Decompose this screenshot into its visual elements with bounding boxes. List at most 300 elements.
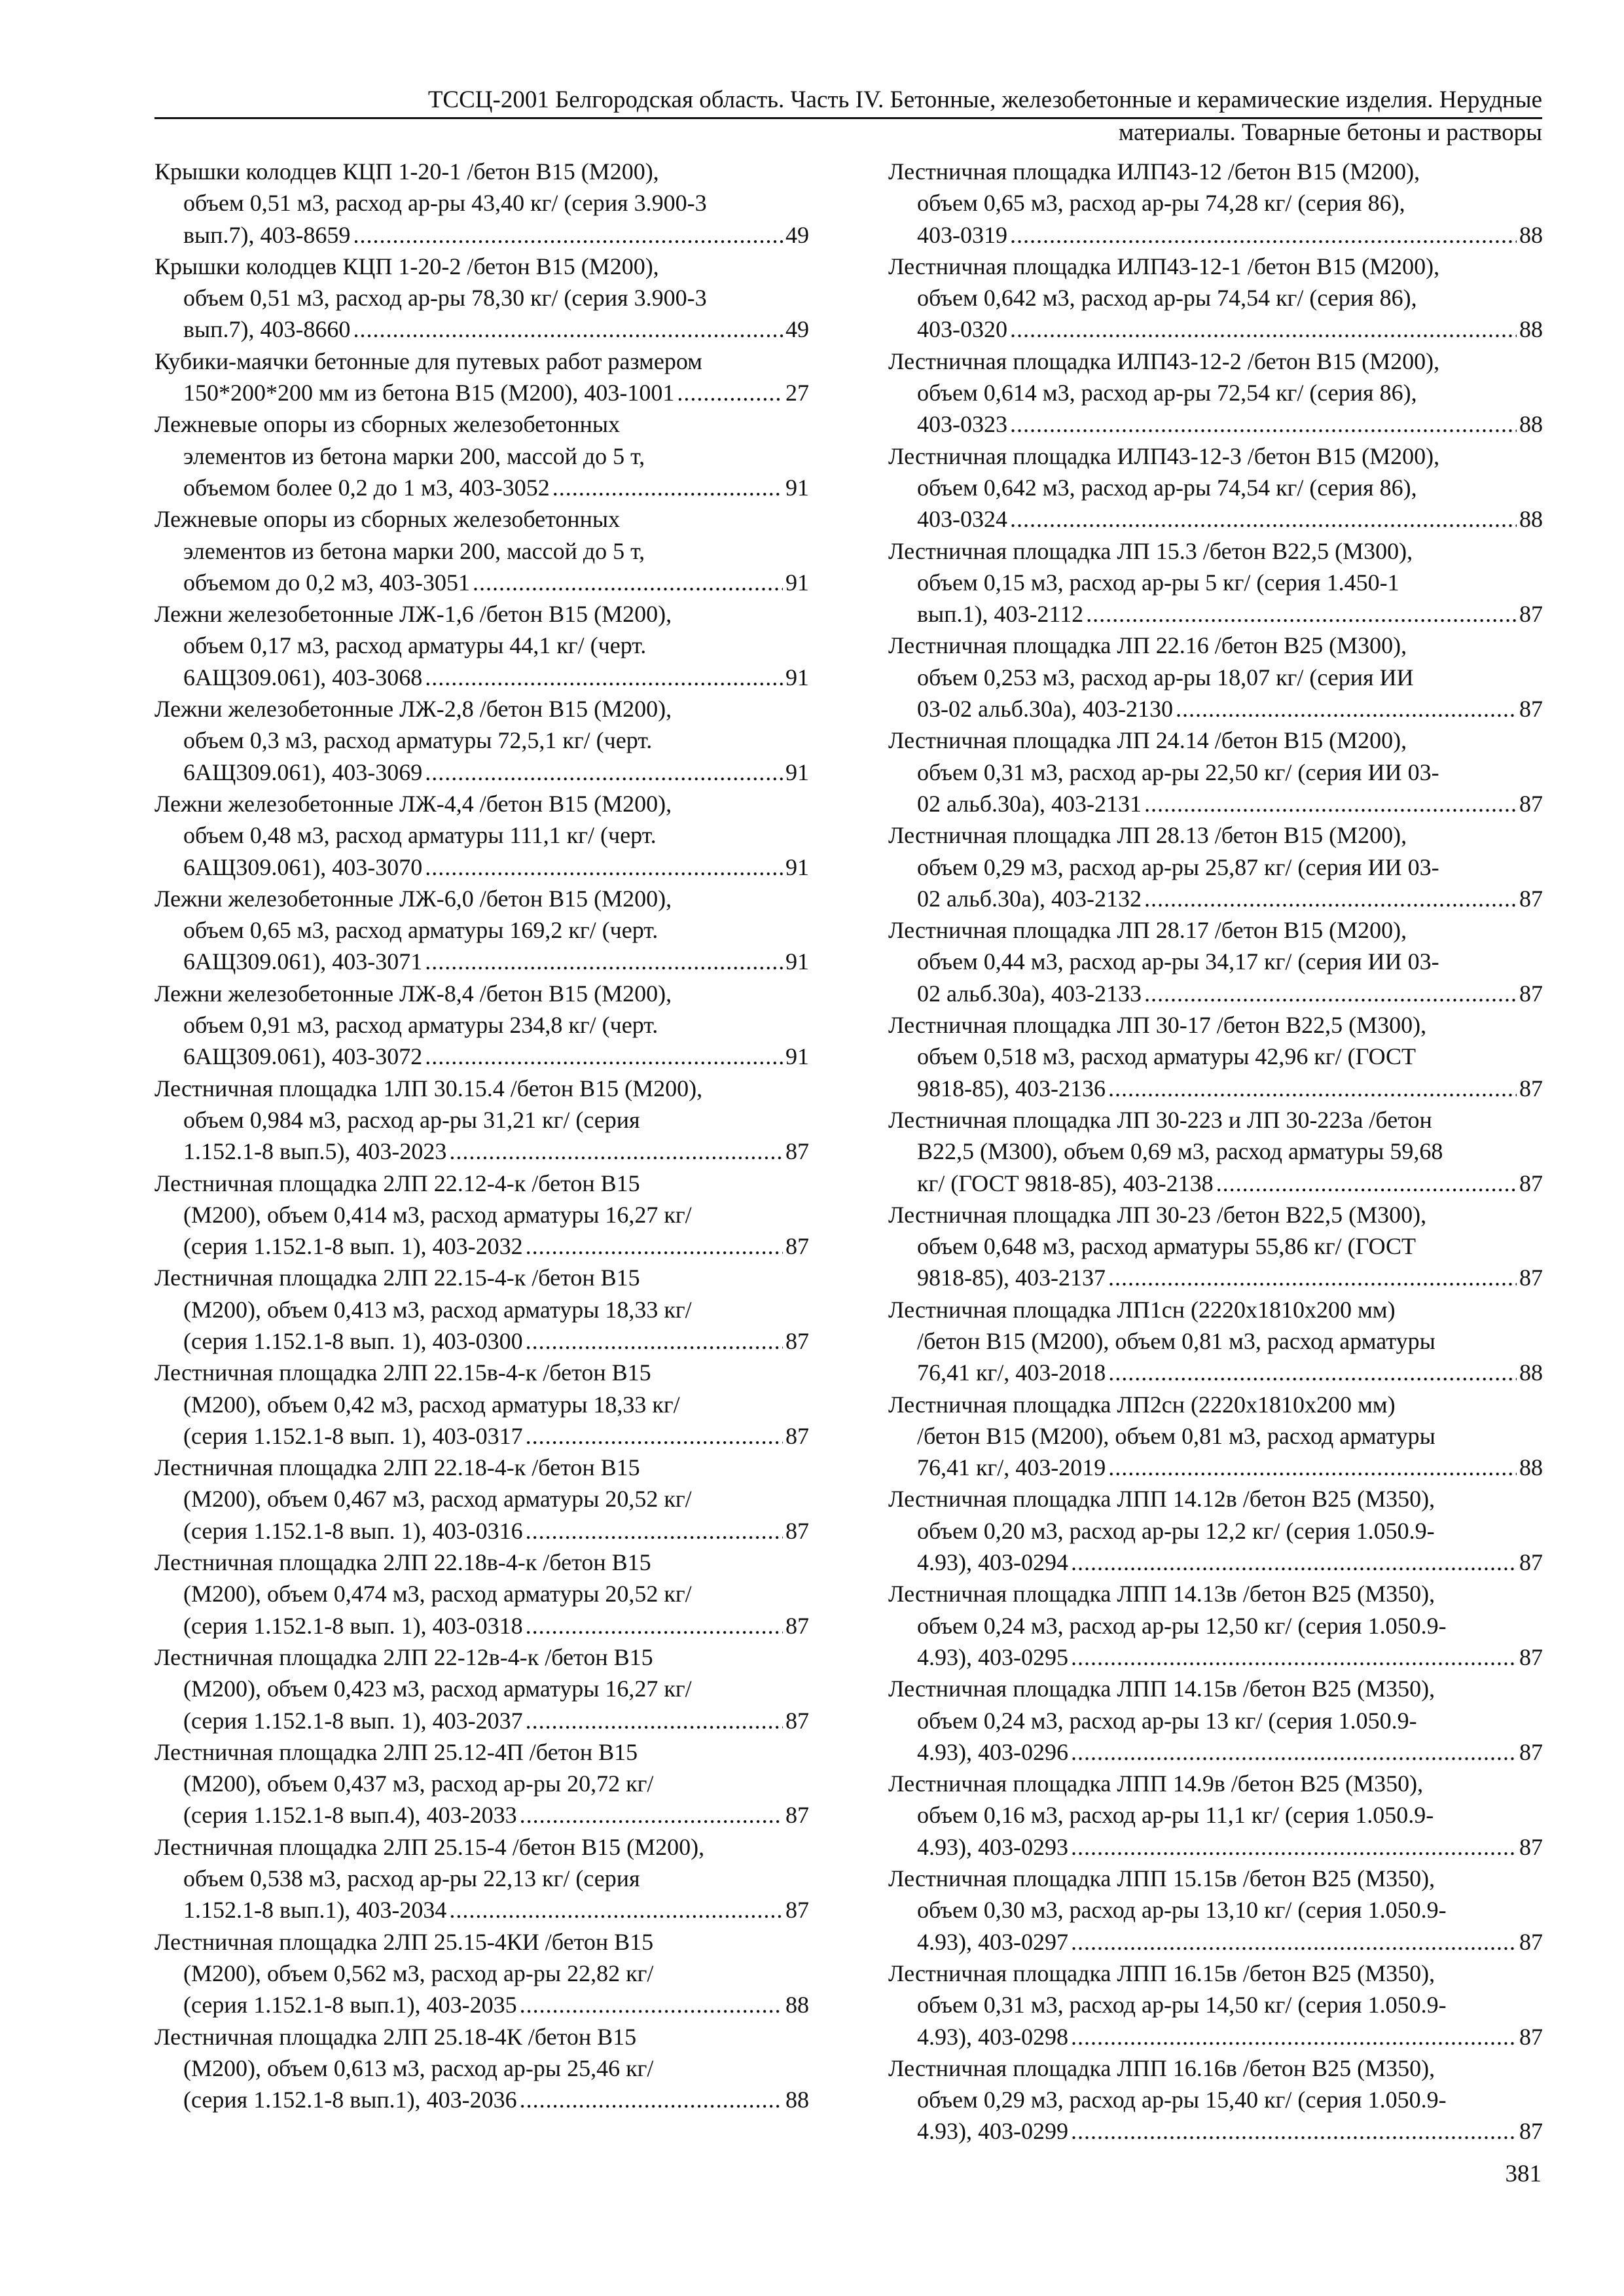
index-entry-text: Лежни железобетонные ЛЖ-6,0 /бетон В15 (М200),: [154, 885, 672, 912]
index-entry-text: Лестничная площадка 2ЛП 22.15-4-к /бетон В15: [154, 1265, 640, 1291]
index-entry-page: 87: [1519, 1075, 1543, 1102]
index-entry-final-line: [888, 883, 1543, 914]
index-entry-text: объем 0,20 м3, расход ар-ры 12,2 кг/ (серия 1.050.9-: [917, 1517, 1435, 1544]
index-entry: [888, 346, 1543, 440]
header-rule: [154, 117, 1542, 119]
index-entry-text: Лестничная площадка ЛПП 14.13в /бетон В25 (М350),: [888, 1581, 1435, 1607]
index-entry-page: 87: [785, 1138, 809, 1165]
index-entry-final-line: [888, 1736, 1543, 1768]
index-entry-text: объем 0,24 м3, расход ар-ры 12,50 кг/ (серия 1.050.9-: [917, 1612, 1447, 1639]
index-entry-text: Лестничная площадка ЛП1сн (2220х1810х200 мм): [888, 1296, 1396, 1323]
dot-leader: [1108, 1073, 1517, 1104]
index-entry-text: (М200), объем 0,423 м3, расход арматуры 16,27 кг/: [183, 1676, 692, 1702]
index-entry: [888, 1009, 1543, 1104]
index-entry-text: Лестничная площадка ЛПП 14.15в /бетон В25 (М350),: [888, 1676, 1435, 1702]
index-entry: [888, 914, 1543, 1009]
index-entry-text: объем 0,642 м3, расход ар-ры 74,54 кг/ (серия 86),: [917, 285, 1417, 312]
index-entry-text: 02 альб.30а), 403-2132: [917, 885, 1142, 912]
index-entry-text: кг/ (ГОСТ 9818-85), 403-2138: [917, 1170, 1214, 1196]
index-entry-text: объем 0,648 м3, расход арматуры 55,86 кг/ (ГОСТ: [917, 1233, 1416, 1260]
index-entry-final-line: [154, 1136, 809, 1167]
index-entry-text: 76,41 кг/, 403-2018: [917, 1359, 1106, 1386]
index-entry-text: Лестничная площадка ИЛП43-12-3 /бетон В15 (М200),: [888, 442, 1440, 469]
index-entry-text: Лестничная площадка 2ЛП 25.15-4 /бетон В15 (М200),: [154, 1833, 705, 1860]
index-entry: [888, 156, 1543, 251]
dot-leader: [1071, 1736, 1517, 1768]
index-entry-text: Лестничная площадка 2ЛП 22.18-4-к /бетон В15: [154, 1454, 640, 1481]
index-entry: [888, 1294, 1543, 1389]
index-entry-page: 88: [1519, 1454, 1543, 1481]
index-entry-text: 4.93), 403-0298: [917, 2023, 1068, 2050]
dot-leader: [1071, 2021, 1517, 2053]
index-entry-text: Крышки колодцев КЦП 1-20-2 /бетон В15 (М200),: [154, 253, 659, 279]
dot-leader: [425, 852, 783, 883]
index-entry-page: 91: [785, 759, 809, 785]
index-entry-text: (серия 1.152.1-8 вып.1), 403-2036: [183, 2087, 517, 2113]
index-entry: [888, 725, 1543, 819]
index-entry-text: 4.93), 403-0294: [917, 1549, 1068, 1576]
index-entry-text: 6АЩ309.061), 403-3070: [183, 853, 423, 880]
index-entry-text: объем 0,17 м3, расход арматуры 44,1 кг/ (черт.: [183, 632, 647, 659]
index-entry-text: Лестничная площадка 2ЛП 22.12-4-к /бетон В15: [154, 1170, 640, 1196]
index-entry: [154, 788, 809, 883]
index-entry-text: (серия 1.152.1-8 вып. 1), 403-0316: [183, 1517, 523, 1544]
index-column-left: [154, 156, 809, 2115]
index-entry-text: (М200), объем 0,467 м3, расход арматуры 20,52 кг/: [183, 1486, 692, 1513]
index-entry-text: 4.93), 403-0295: [917, 1643, 1068, 1670]
index-entry: [888, 1389, 1543, 1484]
index-entry-text: Лестничная площадка ИЛП43-12-1 /бетон В15 (М200),: [888, 253, 1440, 279]
index-entry-text: объем 0,15 м3, расход ар-ры 5 кг/ (серия 1.450-1: [917, 569, 1399, 596]
dot-leader: [425, 946, 783, 977]
index-entry-page: 87: [1519, 1833, 1543, 1860]
index-entry-page: 91: [785, 948, 809, 975]
index-entry: [154, 1641, 809, 1736]
index-entry-text: Лестничная площадка ЛП2сн (2220х1810х200 мм): [888, 1391, 1396, 1418]
index-entry-final-line: [888, 2115, 1543, 2147]
index-entry-page: 91: [785, 569, 809, 596]
index-entry-page: 87: [1519, 1643, 1543, 1670]
dot-leader: [520, 2084, 783, 2115]
index-entry-page: 87: [785, 1897, 809, 1924]
index-entry-page: 87: [1519, 1928, 1543, 1955]
index-entry-text: (серия 1.152.1-8 вып. 1), 403-2037: [183, 1707, 523, 1734]
index-entry-text: объем 0,24 м3, расход ар-ры 13 кг/ (серия 1.050.9-: [917, 1707, 1417, 1734]
index-entry-text: объемом более 0,2 до 1 м3, 403-3052: [183, 474, 550, 501]
index-entry-page: 87: [1519, 1265, 1543, 1291]
index-entry: [888, 1104, 1543, 1199]
index-entry-page: 87: [785, 1517, 809, 1544]
index-entry-final-line: [888, 693, 1543, 725]
index-entry-final-line: [888, 1073, 1543, 1104]
index-entry: [154, 346, 809, 409]
index-entry-page: 88: [1519, 1359, 1543, 1386]
index-entry-text: Лестничная площадка ЛП 24.14 /бетон В15 (М200),: [888, 727, 1407, 754]
index-entry-text: объем 0,30 м3, расход ар-ры 13,10 кг/ (серия 1.050.9-: [917, 1897, 1447, 1924]
index-entry-text: объем 0,91 м3, расход арматуры 234,8 кг/ (черт.: [183, 1012, 659, 1039]
dot-leader: [473, 567, 783, 598]
index-entry-text: объем 0,44 м3, расход ар-ры 34,17 кг/ (серия ИИ 03-: [917, 948, 1439, 975]
index-entry-text: (серия 1.152.1-8 вып. 1), 403-2032: [183, 1233, 523, 1260]
index-entry-page: 87: [1519, 1738, 1543, 1765]
index-entry-text: элементов из бетона марки 200, массой до 5 т,: [183, 442, 645, 469]
index-entry-text: 6АЩ309.061), 403-3071: [183, 948, 423, 975]
index-entry-text: объем 0,642 м3, расход ар-ры 74,54 кг/ (серия 86),: [917, 474, 1417, 501]
index-column-right: [888, 156, 1543, 2147]
index-entry: [154, 408, 809, 503]
index-entry-text: объем 0,31 м3, расход ар-ры 14,50 кг/ (серия 1.050.9-: [917, 1992, 1447, 2018]
index-entry-text: 6АЩ309.061), 403-3069: [183, 759, 423, 785]
index-entry-final-line: [888, 598, 1543, 630]
header-subtitle-line: материалы. Товарные бетоны и растворы: [1118, 119, 1542, 146]
index-entry-text: 150*200*200 мм из бетона В15 (М200), 403-1001: [183, 380, 675, 406]
index-entry-page: 49: [785, 316, 809, 343]
index-entry-text: Лестничная площадка 2ЛП 25.18-4К /бетон В15: [154, 2023, 637, 2050]
index-entry-text: 6АЩ309.061), 403-3068: [183, 664, 423, 691]
index-entry-text: Лестничная площадка ЛП 22.16 /бетон В25 (М300),: [888, 632, 1407, 659]
index-entry-text: 403-0319: [917, 221, 1007, 248]
index-entry-final-line: [888, 219, 1543, 251]
index-entry-final-line: [154, 1420, 809, 1452]
index-entry-text: Лестничная площадка ЛПП 16.16в /бетон В25 (М350),: [888, 2054, 1435, 2081]
dot-leader: [1071, 2115, 1517, 2147]
index-entry-final-line: [888, 978, 1543, 1009]
index-entry-page: 87: [1519, 601, 1543, 628]
index-entry: [888, 251, 1543, 346]
index-entry-page: 87: [1519, 696, 1543, 723]
index-entry-text: Лестничная площадка ЛП 28.17 /бетон В15 (М200),: [888, 917, 1407, 944]
index-entry-text: Лестничная площадка ЛПП 16.15в /бетон В25 (М350),: [888, 1960, 1435, 1986]
index-entry-text: 4.93), 403-0297: [917, 1928, 1068, 1955]
index-entry-text: вып.7), 403-8659: [183, 221, 351, 248]
dot-leader: [449, 1136, 783, 1167]
index-entry-text: Лежни железобетонные ЛЖ-8,4 /бетон В15 (М200),: [154, 980, 672, 1007]
index-entry-text: Лестничная площадка 2ЛП 25.15-4КИ /бетон В15: [154, 1928, 654, 1955]
dot-leader: [1144, 883, 1517, 914]
index-entry: [154, 156, 809, 251]
index-entry-text: Лестничная площадка ЛП 15.3 /бетон В22,5 (М300),: [888, 537, 1413, 564]
index-entry-text: Лестничная площадка 2ЛП 22.15в-4-к /бетон В15: [154, 1359, 651, 1386]
index-entry-text: 02 альб.30а), 403-2131: [917, 790, 1142, 817]
index-entry: [154, 598, 809, 693]
index-entry-final-line: [154, 1230, 809, 1262]
index-entry: [888, 630, 1543, 725]
index-entry: [888, 1483, 1543, 1578]
dot-leader: [1144, 978, 1517, 1009]
index-entry-page: 88: [1519, 221, 1543, 248]
index-entry: [888, 1863, 1543, 1958]
index-entry-final-line: [888, 1168, 1543, 1199]
dot-leader: [1108, 1357, 1517, 1388]
index-entry-text: 1.152.1-8 вып.1), 403-2034: [183, 1897, 447, 1924]
index-entry-text: Лежни железобетонные ЛЖ-1,6 /бетон В15 (М200),: [154, 601, 672, 628]
running-header: [154, 84, 1542, 149]
index-entry-final-line: [888, 1357, 1543, 1388]
dot-leader: [425, 662, 783, 693]
index-entry-text: (М200), объем 0,613 м3, расход ар-ры 25,46 кг/: [183, 2054, 654, 2081]
index-entry-final-line: [888, 1926, 1543, 1958]
index-entry: [154, 2021, 809, 2116]
index-entry: [154, 693, 809, 788]
index-entry-page: 87: [1519, 1170, 1543, 1196]
index-entry-text: (М200), объем 0,414 м3, расход арматуры 16,27 кг/: [183, 1201, 692, 1228]
index-entry-page: 87: [1519, 980, 1543, 1007]
dot-leader: [526, 1705, 783, 1736]
dot-leader: [425, 757, 783, 788]
index-entry-text: объем 0,29 м3, расход ар-ры 25,87 кг/ (серия ИИ 03-: [917, 853, 1439, 880]
index-entry-final-line: [154, 1705, 809, 1736]
index-entry-page: 88: [1519, 506, 1543, 533]
index-entry: [154, 251, 809, 346]
index-entry-text: Лестничная площадка ЛП 28.13 /бетон В15 (М200),: [888, 822, 1407, 849]
index-entry-text: объем 0,3 м3, расход арматуры 72,5,1 кг/ (черт.: [183, 727, 653, 754]
dot-leader: [526, 1420, 783, 1452]
index-entry: [888, 535, 1543, 630]
index-entry-text: Лестничная площадка 2ЛП 25.12-4П /бетон В15: [154, 1738, 638, 1765]
dot-leader: [526, 1325, 783, 1357]
index-entry: [154, 1926, 809, 2021]
index-entry-text: (М200), объем 0,474 м3, расход арматуры 20,52 кг/: [183, 1581, 692, 1607]
index-entry-text: объем 0,51 м3, расход ар-ры 43,40 кг/ (серия 3.900-3: [183, 190, 707, 217]
index-entry-page: 87: [785, 1707, 809, 1734]
dot-leader: [1071, 1831, 1517, 1863]
index-entry-final-line: [154, 1610, 809, 1641]
index-entry-text: 403-0320: [917, 316, 1007, 343]
index-entry-text: Лестничная площадка ЛПП 14.9в /бетон В25 (М350),: [888, 1770, 1424, 1797]
index-entry-final-line: [888, 314, 1543, 345]
index-entry-text: 403-0323: [917, 411, 1007, 438]
dot-leader: [526, 1515, 783, 1547]
index-entry-text: /бетон В15 (М200), объем 0,81 м3, расход арматуры: [917, 1327, 1435, 1354]
index-entry-final-line: [888, 503, 1543, 535]
index-entry-page: 87: [785, 1233, 809, 1260]
index-entry-text: 4.93), 403-0299: [917, 2118, 1068, 2145]
index-entry: [154, 503, 809, 598]
index-entry-page: 87: [785, 1327, 809, 1354]
index-entry-text: /бетон В15 (М200), объем 0,81 м3, расход арматуры: [917, 1422, 1435, 1449]
dot-leader: [1010, 503, 1517, 535]
index-entry-text: объем 0,614 м3, расход ар-ры 72,54 кг/ (серия 86),: [917, 380, 1417, 406]
index-entry-final-line: [154, 219, 809, 251]
index-entry-text: (М200), объем 0,42 м3, расход арматуры 18,33 кг/: [183, 1391, 680, 1418]
dot-leader: [1010, 314, 1517, 345]
index-entry-final-line: [154, 567, 809, 598]
index-entry: [888, 1768, 1543, 1863]
index-entry-text: Лежневые опоры из сборных железобетонных: [154, 411, 621, 438]
index-entry-text: (серия 1.152.1-8 вып.4), 403-2033: [183, 1802, 517, 1829]
dot-leader: [1108, 1452, 1517, 1483]
dot-leader: [1086, 598, 1517, 630]
index-entry: [154, 883, 809, 978]
index-entry-text: Кубики-маячки бетонные для путевых работ размером: [154, 348, 702, 374]
index-entry-final-line: [888, 1452, 1543, 1483]
index-entry: [154, 978, 809, 1073]
index-entry: [888, 1199, 1543, 1294]
dot-leader: [1010, 219, 1517, 251]
index-entry: [154, 1736, 809, 1831]
dot-leader: [1071, 1641, 1517, 1673]
index-entry-page: 88: [785, 1992, 809, 2018]
index-entry-final-line: [888, 1547, 1543, 1578]
index-entry: [154, 1831, 809, 1926]
index-entry-page: 88: [1519, 316, 1543, 343]
index-entry-text: Лежневые опоры из сборных железобетонных: [154, 506, 621, 533]
index-entry-page: 91: [785, 853, 809, 880]
index-entry-page: 87: [785, 1422, 809, 1449]
index-entry-text: Лежни железобетонные ЛЖ-4,4 /бетон В15 (М200),: [154, 790, 672, 817]
dot-leader: [552, 472, 783, 503]
index-entry-text: В22,5 (М300), объем 0,69 м3, расход арматуры 59,68: [917, 1138, 1443, 1165]
index-entry-page: 88: [1519, 411, 1543, 438]
index-entry-final-line: [154, 946, 809, 977]
index-entry-text: 03-02 альб.30а), 403-2130: [917, 696, 1173, 723]
index-entry-page: 87: [1519, 1549, 1543, 1576]
index-entry-final-line: [154, 1894, 809, 1926]
index-entry: [888, 1673, 1543, 1768]
index-entry-text: объем 0,984 м3, расход ар-ры 31,21 кг/ (серия: [183, 1106, 640, 1133]
index-entry-text: Лежни железобетонные ЛЖ-2,8 /бетон В15 (М200),: [154, 696, 672, 723]
index-entry-text: (М200), объем 0,437 м3, расход ар-ры 20,72 кг/: [183, 1770, 654, 1797]
index-entry-text: объем 0,16 м3, расход ар-ры 11,1 кг/ (серия 1.050.9-: [917, 1802, 1434, 1829]
index-entry-final-line: [888, 788, 1543, 819]
index-entry-page: 87: [785, 1802, 809, 1829]
index-entry-text: объем 0,65 м3, расход арматуры 169,2 кг/ (черт.: [183, 917, 659, 944]
index-entry: [154, 1262, 809, 1357]
index-entry-text: Лестничная площадка ЛПП 14.12в /бетон В25 (М350),: [888, 1486, 1435, 1513]
index-entry-page: 49: [785, 221, 809, 248]
index-entry-text: объем 0,48 м3, расход арматуры 111,1 кг/ (черт.: [183, 822, 657, 849]
index-entry-final-line: [154, 1325, 809, 1357]
index-entry-text: объем 0,51 м3, расход ар-ры 78,30 кг/ (серия 3.900-3: [183, 285, 707, 312]
index-entry-text: 9818-85), 403-2136: [917, 1075, 1106, 1102]
index-entry-final-line: [154, 852, 809, 883]
index-entry-text: Лестничная площадка ЛП 30-223 и ЛП 30-223а /бетон: [888, 1106, 1432, 1133]
page-number: 381: [1505, 2161, 1542, 2187]
index-entry-text: 76,41 кг/, 403-2019: [917, 1454, 1106, 1481]
index-entry-text: (серия 1.152.1-8 вып.1), 403-2035: [183, 1992, 517, 2018]
index-entry: [154, 1073, 809, 1168]
index-entry: [888, 1958, 1543, 2053]
index-entry-text: Лестничная площадка ИЛП43-12-2 /бетон В15 (М200),: [888, 348, 1440, 374]
index-entry-final-line: [154, 1041, 809, 1072]
index-entry-page: 91: [785, 474, 809, 501]
index-entry-text: объем 0,31 м3, расход ар-ры 22,50 кг/ (серия ИИ 03-: [917, 759, 1439, 785]
index-entry-final-line: [154, 314, 809, 345]
index-entry-page: 87: [785, 1612, 809, 1639]
dot-leader: [1071, 1926, 1517, 1958]
dot-leader: [1216, 1168, 1517, 1199]
index-entry-text: Лестничная площадка ЛПП 15.15в /бетон В25 (М350),: [888, 1865, 1435, 1892]
index-entry-final-line: [154, 1989, 809, 2020]
dot-leader: [425, 1041, 783, 1072]
index-entry-page: 87: [1519, 885, 1543, 912]
dot-leader: [449, 1894, 783, 1926]
index-entry-final-line: [154, 662, 809, 693]
dot-leader: [526, 1230, 783, 1262]
dot-leader: [1071, 1547, 1517, 1578]
index-entry-page: 88: [785, 2087, 809, 2113]
index-entry-text: Лестничная площадка 2ЛП 22-12в-4-к /бетон В15: [154, 1643, 653, 1670]
index-entry: [154, 1452, 809, 1547]
index-entry: [888, 2053, 1543, 2147]
header-title-line: ТССЦ-2001 Белгородская область. Часть IV. Бетонные, железобетонные и керамические изделия. Нерудные: [427, 86, 1542, 113]
index-entry-page: 91: [785, 664, 809, 691]
index-entry-text: объем 0,253 м3, расход ар-ры 18,07 кг/ (серия ИИ: [917, 664, 1414, 691]
index-entry-text: Лестничная площадка 2ЛП 22.18в-4-к /бетон В15: [154, 1549, 651, 1576]
index-entry-final-line: [888, 1262, 1543, 1293]
index-entry-text: вып.7), 403-8660: [183, 316, 351, 343]
index-entry-final-line: [888, 1641, 1543, 1673]
index-entry-page: 87: [1519, 2118, 1543, 2145]
index-entry-text: объем 0,65 м3, расход ар-ры 74,28 кг/ (серия 86),: [917, 190, 1405, 217]
index-entry: [888, 440, 1543, 535]
index-entry-text: Лестничная площадка 1ЛП 30.15.4 /бетон В15 (М200),: [154, 1075, 703, 1102]
dot-leader: [1010, 408, 1517, 440]
index-entry-text: элементов из бетона марки 200, массой до 5 т,: [183, 537, 645, 564]
index-entry-text: 02 альб.30а), 403-2133: [917, 980, 1142, 1007]
dot-leader: [353, 314, 783, 345]
index-entry: [154, 1168, 809, 1263]
index-entry-page: 87: [1519, 2023, 1543, 2050]
dot-leader: [353, 219, 783, 251]
index-entry-page: 91: [785, 1043, 809, 1070]
index-entry-text: (М200), объем 0,562 м3, расход ар-ры 22,82 кг/: [183, 1960, 654, 1986]
index-entry: [154, 1357, 809, 1452]
index-entry-text: объем 0,538 м3, расход ар-ры 22,13 кг/ (серия: [183, 1865, 640, 1892]
index-entry: [154, 1547, 809, 1641]
index-entry-final-line: [888, 408, 1543, 440]
index-entry-final-line: [888, 1831, 1543, 1863]
index-entry-text: 403-0324: [917, 506, 1007, 533]
index-entry-text: (серия 1.152.1-8 вып. 1), 403-0318: [183, 1612, 523, 1639]
index-entry-text: объемом до 0,2 м3, 403-3051: [183, 569, 470, 596]
index-entry-text: 4.93), 403-0296: [917, 1738, 1068, 1765]
index-entry-page: 87: [1519, 790, 1543, 817]
index-entry-final-line: [154, 1799, 809, 1831]
index-entry: [888, 819, 1543, 914]
dot-leader: [1108, 1262, 1517, 1293]
index-entry-text: Лестничная площадка ЛП 30-17 /бетон В22,5 (М300),: [888, 1012, 1427, 1039]
index-entry-final-line: [154, 1515, 809, 1547]
index-entry-final-line: [154, 2084, 809, 2115]
index-entry-final-line: [888, 2021, 1543, 2053]
dot-leader: [520, 1799, 783, 1831]
index-entry-page: 27: [785, 380, 809, 406]
index-entry-text: (серия 1.152.1-8 вып. 1), 403-0300: [183, 1327, 523, 1354]
index-entry-text: 9818-85), 403-2137: [917, 1265, 1106, 1291]
index-entry-text: (серия 1.152.1-8 вып. 1), 403-0317: [183, 1422, 523, 1449]
index-entry-text: Лестничная площадка ЛП 30-23 /бетон В22,5 (М300),: [888, 1201, 1427, 1228]
index-entry-text: объем 0,518 м3, расход арматуры 42,96 кг/ (ГОСТ: [917, 1043, 1416, 1070]
dot-leader: [1176, 693, 1517, 725]
index-entry-text: 4.93), 403-0293: [917, 1833, 1068, 1860]
index-entry-final-line: [154, 757, 809, 788]
index-entry: [888, 1578, 1543, 1673]
dot-leader: [526, 1610, 783, 1641]
index-entry-text: 6АЩ309.061), 403-3072: [183, 1043, 423, 1070]
dot-leader: [677, 377, 783, 408]
index-entry-final-line: [154, 472, 809, 503]
index-entry-text: вып.1), 403-2112: [917, 601, 1084, 628]
index-entry-text: Крышки колодцев КЦП 1-20-1 /бетон В15 (М200),: [154, 158, 659, 185]
index-entry-text: Лестничная площадка ИЛП43-12 /бетон В15 (М200),: [888, 158, 1420, 185]
index-entry-text: (М200), объем 0,413 м3, расход арматуры 18,33 кг/: [183, 1296, 692, 1323]
dot-leader: [1144, 788, 1517, 819]
index-entry-text: объем 0,29 м3, расход ар-ры 15,40 кг/ (серия 1.050.9-: [917, 2087, 1447, 2113]
index-entry-final-line: [154, 377, 809, 408]
index-entry-text: 1.152.1-8 вып.5), 403-2023: [183, 1138, 447, 1165]
dot-leader: [520, 1989, 783, 2020]
